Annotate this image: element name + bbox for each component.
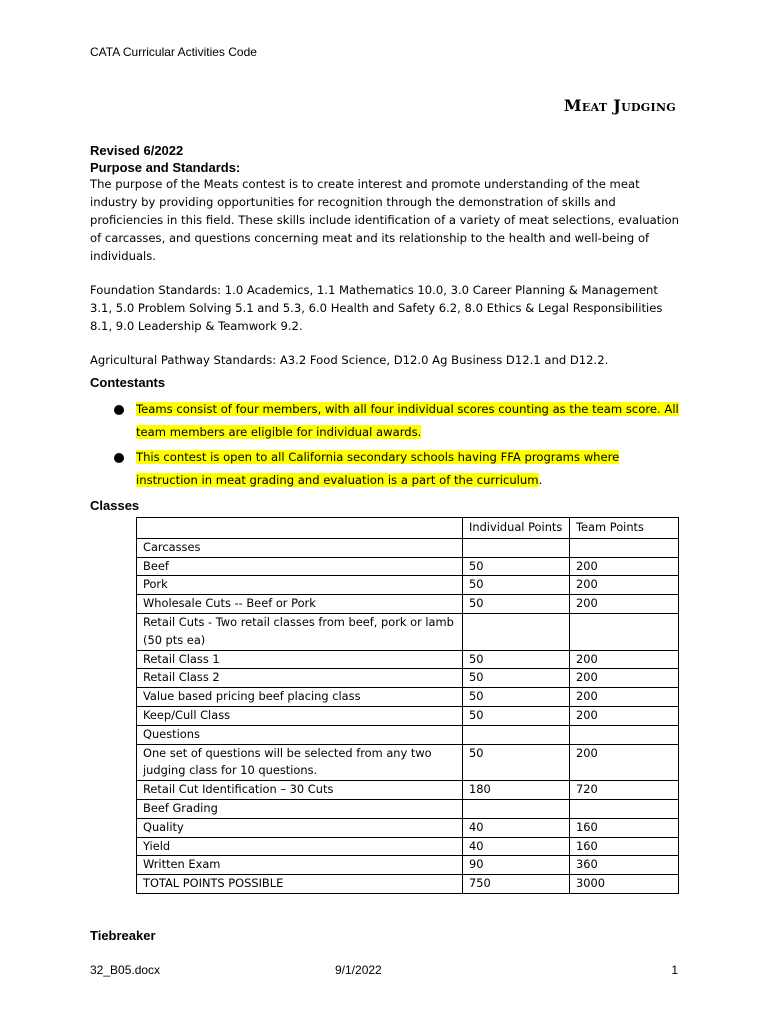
footer-date: 9/1/2022 [335, 963, 382, 977]
team-points-cell: 200 [570, 744, 679, 781]
individual-points-cell: 50 [463, 744, 570, 781]
class-name-cell: Retail Class 1 [137, 650, 463, 669]
class-name-cell: Beef [137, 557, 463, 576]
class-name-cell: Retail Class 2 [137, 669, 463, 688]
team-points-cell: 200 [570, 595, 679, 614]
pathway-standards: Agricultural Pathway Standards: A3.2 Food Science, D12.0 Ag Business D12.1 and D12.2. [90, 353, 609, 367]
table-row [137, 799, 679, 818]
individual-points-cell: 90 [463, 856, 570, 875]
team-points-cell: 200 [570, 576, 679, 595]
table-row [137, 781, 679, 800]
document-title: Meat Judging [563, 96, 676, 115]
table-row [137, 837, 679, 856]
table-row [137, 688, 679, 707]
team-points-cell: 3000 [570, 875, 679, 894]
column-header: Individual Points [463, 518, 570, 539]
table-row [137, 875, 679, 894]
table-row [137, 725, 679, 744]
classes-table [136, 517, 679, 894]
table-row [137, 538, 679, 557]
individual-points-cell: 50 [463, 688, 570, 707]
individual-points-cell [463, 613, 570, 650]
revised-date: Revised 6/2022 [90, 143, 184, 158]
class-name-cell: Value based pricing beef placing class [137, 688, 463, 707]
table-row [137, 595, 679, 614]
bullet-icon [114, 405, 124, 415]
class-name-cell: Beef Grading [137, 799, 463, 818]
list-item [90, 398, 680, 444]
table-row [137, 613, 679, 650]
footer-page-number: 1 [671, 963, 678, 977]
individual-points-cell: 50 [463, 557, 570, 576]
classes-heading: Classes [90, 498, 140, 513]
individual-points-cell [463, 725, 570, 744]
team-points-cell [570, 725, 679, 744]
class-name-cell: Retail Cut Identification – 30 Cuts [137, 781, 463, 800]
individual-points-cell: 40 [463, 818, 570, 837]
table-row [137, 706, 679, 725]
team-points-cell: 200 [570, 650, 679, 669]
team-points-cell: 200 [570, 557, 679, 576]
individual-points-cell: 40 [463, 837, 570, 856]
contestants-list [90, 398, 680, 492]
individual-points-cell: 50 [463, 595, 570, 614]
team-points-cell [570, 538, 679, 557]
column-header [137, 518, 463, 539]
tiebreaker-heading: Tiebreaker [90, 927, 156, 943]
team-points-cell [570, 799, 679, 818]
class-name-cell: Carcasses [137, 538, 463, 557]
individual-points-cell [463, 538, 570, 557]
table-row [137, 576, 679, 595]
class-name-cell: Keep/Cull Class [137, 706, 463, 725]
table-row [137, 650, 679, 669]
team-points-cell: 360 [570, 856, 679, 875]
list-item [90, 446, 680, 492]
table-row [137, 818, 679, 837]
table-row [137, 669, 679, 688]
bullet-icon [114, 453, 124, 463]
class-name-cell: Yield [137, 837, 463, 856]
team-points-cell: 200 [570, 706, 679, 725]
purpose-paragraph: The purpose of the Meats contest is to create interest and promote understanding of the meat industry by providing opportunities for recognition through the demonstration of skills and proficiencies in this field. These skills include identification of a variety of meat selections, evaluation of carcasses, and questions concerning meat and its relationship to the health and well-being of individuals. [90, 177, 679, 263]
team-points-cell: 200 [570, 669, 679, 688]
class-name-cell: Wholesale Cuts -- Beef or Pork [137, 595, 463, 614]
team-points-cell: 160 [570, 837, 679, 856]
column-header: Team Points [570, 518, 679, 539]
table-row [137, 557, 679, 576]
individual-points-cell: 750 [463, 875, 570, 894]
individual-points-cell: 50 [463, 650, 570, 669]
foundation-standards: Foundation Standards: 1.0 Academics, 1.1 Mathematics 10.0, 3.0 Career Planning & Management 3.1, 5.0 Problem Solving 5.1 and 5.3, 6.0 Health and Safety 6.2, 8.0 Ethics & Legal Responsibilities 8.1, 9.0 Leadership & Teamwork 9.2. [90, 283, 663, 333]
team-points-cell: 200 [570, 688, 679, 707]
purpose-heading: Purpose and Standards: [90, 160, 241, 175]
running-header: CATA Curricular Activities Code [90, 45, 257, 59]
table-row [137, 744, 679, 781]
class-name-cell: Pork [137, 576, 463, 595]
table-body [137, 538, 679, 893]
highlighted-text: This contest is open to all California secondary schools having FFA programs where instruction in meat grading and evaluation is a part of the curriculum [136, 450, 620, 487]
individual-points-cell: 180 [463, 781, 570, 800]
table-header-row [137, 518, 679, 539]
class-name-cell: Written Exam [137, 856, 463, 875]
class-name-cell: Retail Cuts - Two retail classes from beef, pork or lamb (50 pts ea) [137, 613, 463, 650]
contestants-heading: Contestants [90, 375, 166, 390]
class-name-cell: TOTAL POINTS POSSIBLE [137, 875, 463, 894]
highlighted-text: Teams consist of four members, with all four individual scores counting as the team score. All team members are eligible for individual awards. [136, 402, 679, 439]
individual-points-cell: 50 [463, 706, 570, 725]
table-row [137, 856, 679, 875]
list-item-tail: . [538, 473, 543, 487]
team-points-cell: 160 [570, 818, 679, 837]
team-points-cell: 720 [570, 781, 679, 800]
class-name-cell: Questions [137, 725, 463, 744]
class-name-cell: Quality [137, 818, 463, 837]
individual-points-cell [463, 799, 570, 818]
document-body [90, 143, 680, 943]
individual-points-cell: 50 [463, 576, 570, 595]
footer-filename: 32_B05.docx [90, 963, 161, 977]
individual-points-cell: 50 [463, 669, 570, 688]
class-name-cell: One set of questions will be selected from any two judging class for 10 questions. [137, 744, 463, 781]
team-points-cell [570, 613, 679, 650]
